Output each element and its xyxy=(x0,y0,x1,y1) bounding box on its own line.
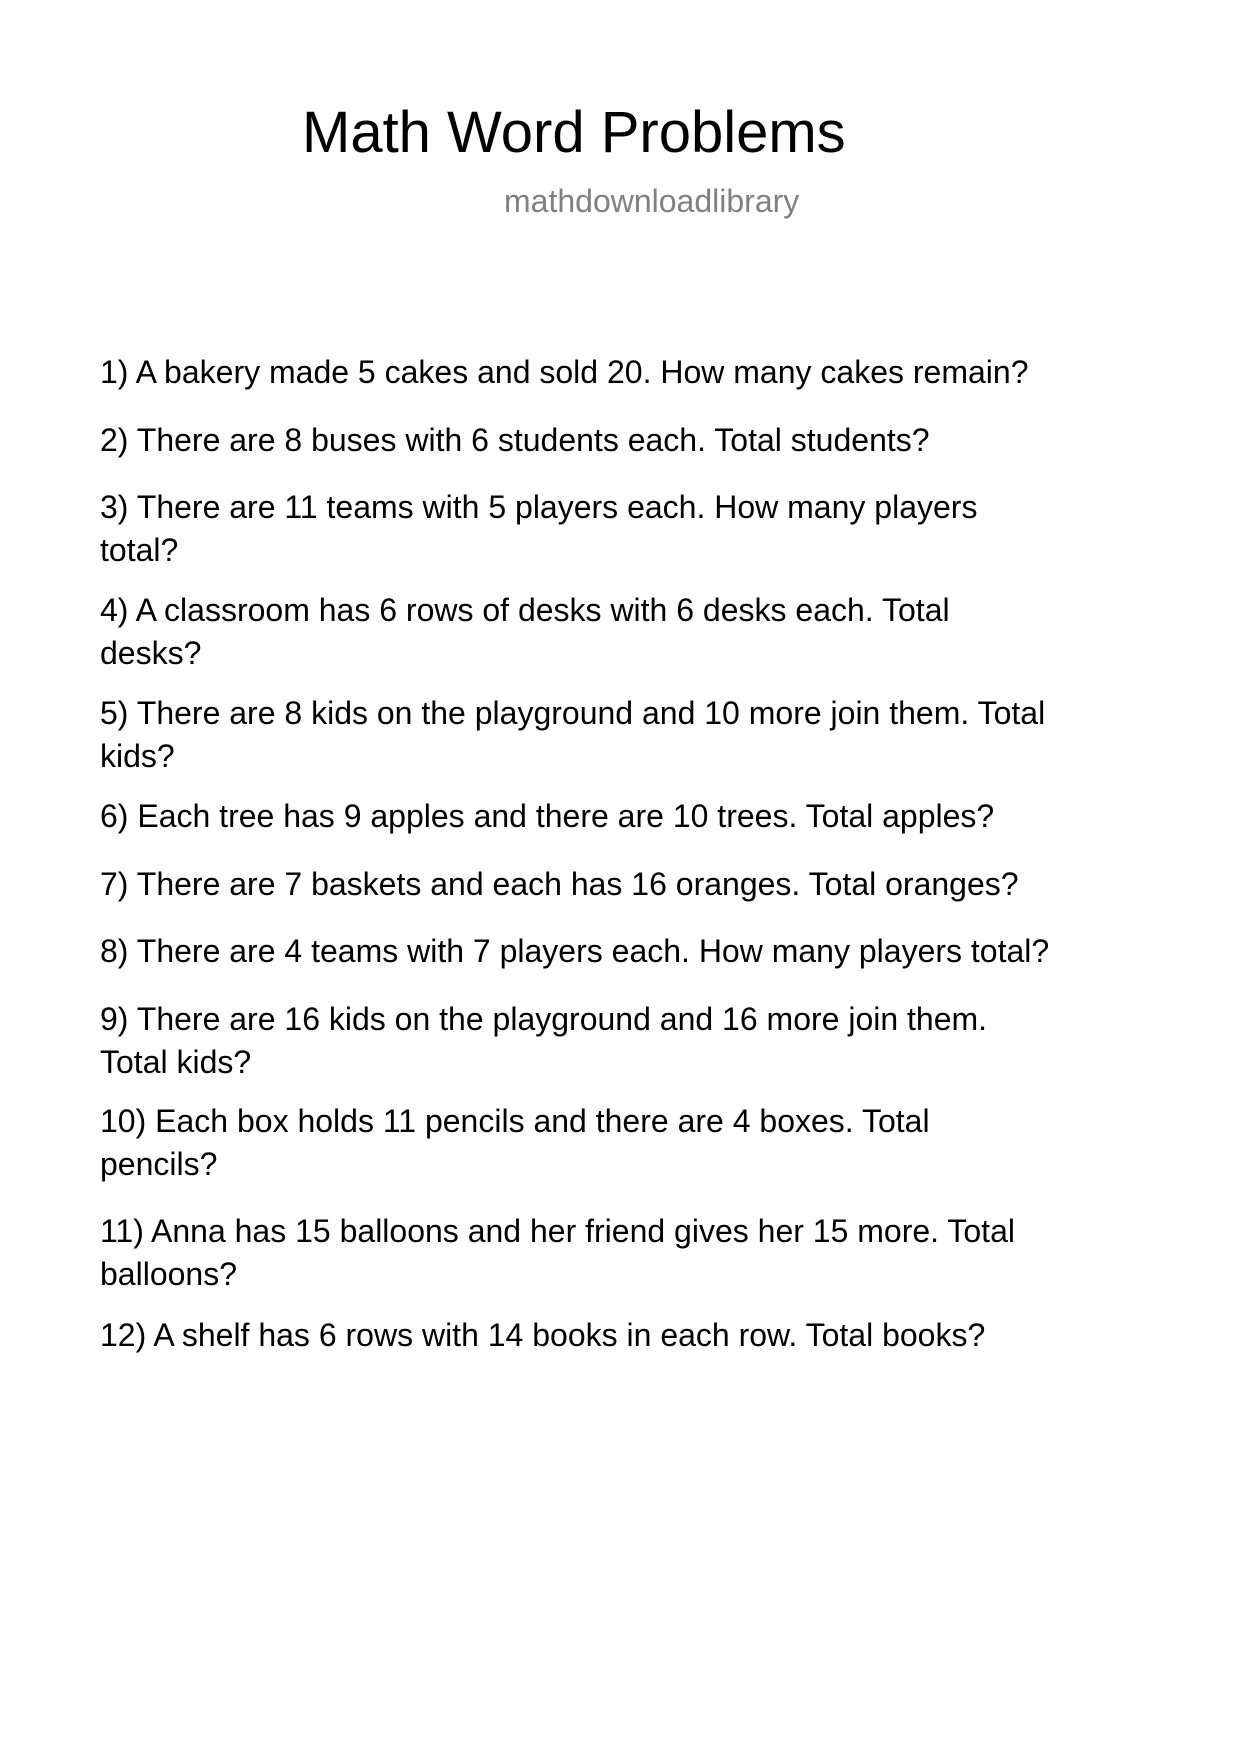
problem-6 xyxy=(100,795,994,838)
problem-5 xyxy=(100,692,1045,778)
problem-2 xyxy=(100,419,930,462)
worksheet-source: mathdownloadlibrary xyxy=(504,183,800,219)
problem-line: total? xyxy=(100,532,179,568)
problem-line: 12) A shelf has 6 rows with 14 books in each row. Total books? xyxy=(100,1317,986,1353)
problem-line: balloons? xyxy=(100,1256,237,1292)
problem-line: 10) Each box holds 11 pencils and there are 4 boxes. Total xyxy=(100,1103,930,1139)
problem-line: desks? xyxy=(100,635,202,671)
problem-7 xyxy=(100,863,1019,906)
problem-line: Total kids? xyxy=(100,1044,252,1080)
worksheet-title: Math Word Problems xyxy=(302,100,846,165)
problem-line: 5) There are 8 kids on the playground and 10 more join them. Total xyxy=(100,695,1046,731)
problem-8 xyxy=(100,930,1049,973)
problem-line: kids? xyxy=(100,738,175,774)
problem-line: 7) There are 7 baskets and each has 16 oranges. Total oranges? xyxy=(100,866,1019,902)
problem-line: 11) Anna has 15 balloons and her friend gives her 15 more. Total xyxy=(100,1213,1015,1249)
problem-12 xyxy=(100,1314,985,1357)
problem-11 xyxy=(100,1210,1015,1296)
problem-4 xyxy=(100,589,950,675)
problem-line: 9) There are 16 kids on the playground and 16 more join them. xyxy=(100,1001,988,1037)
problem-9 xyxy=(100,998,987,1084)
problem-line: 4) A classroom has 6 rows of desks with 6 desks each. Total xyxy=(100,592,950,628)
problem-line: 2) There are 8 buses with 6 students each. Total students? xyxy=(100,422,930,458)
problem-1 xyxy=(100,351,1028,394)
problem-line: pencils? xyxy=(100,1146,218,1182)
problem-line: 3) There are 11 teams with 5 players each. How many players xyxy=(100,489,978,525)
problem-10 xyxy=(100,1100,930,1186)
problem-3 xyxy=(100,486,977,572)
problem-line: 1) A bakery made 5 cakes and sold 20. How many cakes remain? xyxy=(100,354,1029,390)
problem-line: 8) There are 4 teams with 7 players each. How many players total? xyxy=(100,933,1050,969)
problem-line: 6) Each tree has 9 apples and there are 10 trees. Total apples? xyxy=(100,798,995,834)
